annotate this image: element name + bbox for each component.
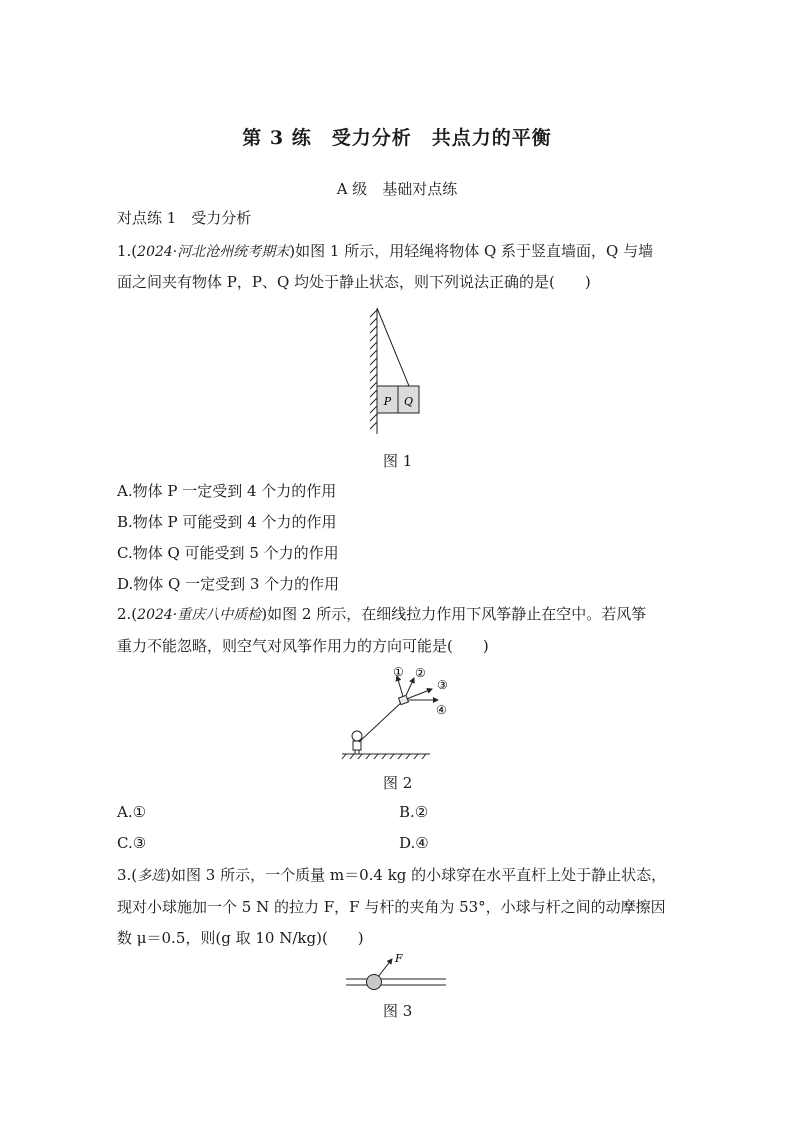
figure-3 — [344, 950, 448, 995]
q2-option-c: C.③ — [117, 834, 147, 852]
q2-option-d: D.④ — [399, 834, 429, 852]
arrow-label-2: ② — [415, 666, 426, 680]
figure-1 — [365, 306, 425, 436]
kite — [399, 695, 409, 704]
q2-option-a: A.① — [117, 803, 147, 821]
figure-1-caption: 图 1 — [383, 452, 413, 470]
rope — [377, 308, 409, 386]
level-heading: A 级 基础对点练 — [336, 180, 458, 198]
q1-source: 2024·河北沧州统考期末 — [137, 244, 290, 260]
label-f: F — [395, 952, 403, 965]
q1-option-a: A.物体 P 一定受到 4 个力的作用 — [117, 482, 337, 500]
q2-line1: 2.(2024·重庆八中质检)如图 2 所示，在细线拉力作用下风筝静止在空中。若风筝 — [117, 605, 647, 623]
q3-line1: 3.(多选)如图 3 所示，一个质量 m＝0.4 kg 的小球穿在水平直杆上处于静止状态， — [117, 866, 667, 884]
q1-option-b: B.物体 P 可能受到 4 个力的作用 — [117, 513, 337, 531]
q3-source: 多选 — [137, 868, 166, 884]
arrow-label-1: ① — [393, 665, 404, 679]
q2-source: 2024·重庆八中质检 — [137, 607, 262, 623]
arrow-label-4: ④ — [436, 703, 447, 717]
q2-option-b: B.② — [399, 803, 429, 821]
page-title: 第 3 练 受力分析 共点力的平衡 — [242, 127, 552, 149]
kite-string — [359, 700, 404, 742]
label-q: Q — [403, 395, 414, 408]
section-heading: 对点练 1 受力分析 — [117, 209, 252, 227]
arrow-label-3: ③ — [437, 678, 448, 692]
q3-line2: 现对小球施加一个 5 N 的拉力 F，F 与杆的夹角为 53°，小球与杆之间的动摩擦因 — [117, 898, 666, 916]
person-body — [353, 741, 361, 750]
q3-line3: 数 μ＝0.5，则(g 取 10 N/kg)( ) — [117, 929, 364, 947]
q1-option-c: C.物体 Q 可能受到 5 个力的作用 — [117, 544, 339, 562]
person-head — [352, 731, 362, 741]
ball — [367, 975, 382, 990]
q1-option-d: D.物体 Q 一定受到 3 个力的作用 — [117, 575, 340, 593]
figure-2 — [340, 662, 470, 762]
figure-2-caption: 图 2 — [383, 774, 413, 792]
q1-line2: 面之间夹有物体 P，P、Q 均处于静止状态，则下列说法正确的是( ) — [117, 273, 591, 291]
label-p: P — [383, 395, 392, 408]
q1-line1: 1.(2024·河北沧州统考期末)如图 1 所示，用轻绳将物体 Q 系于竖直墙面，Q 与墙 — [117, 242, 654, 260]
figure-3-caption: 图 3 — [383, 1002, 413, 1020]
q2-line2: 重力不能忽略，则空气对风筝作用力的方向可能是( ) — [117, 637, 489, 655]
